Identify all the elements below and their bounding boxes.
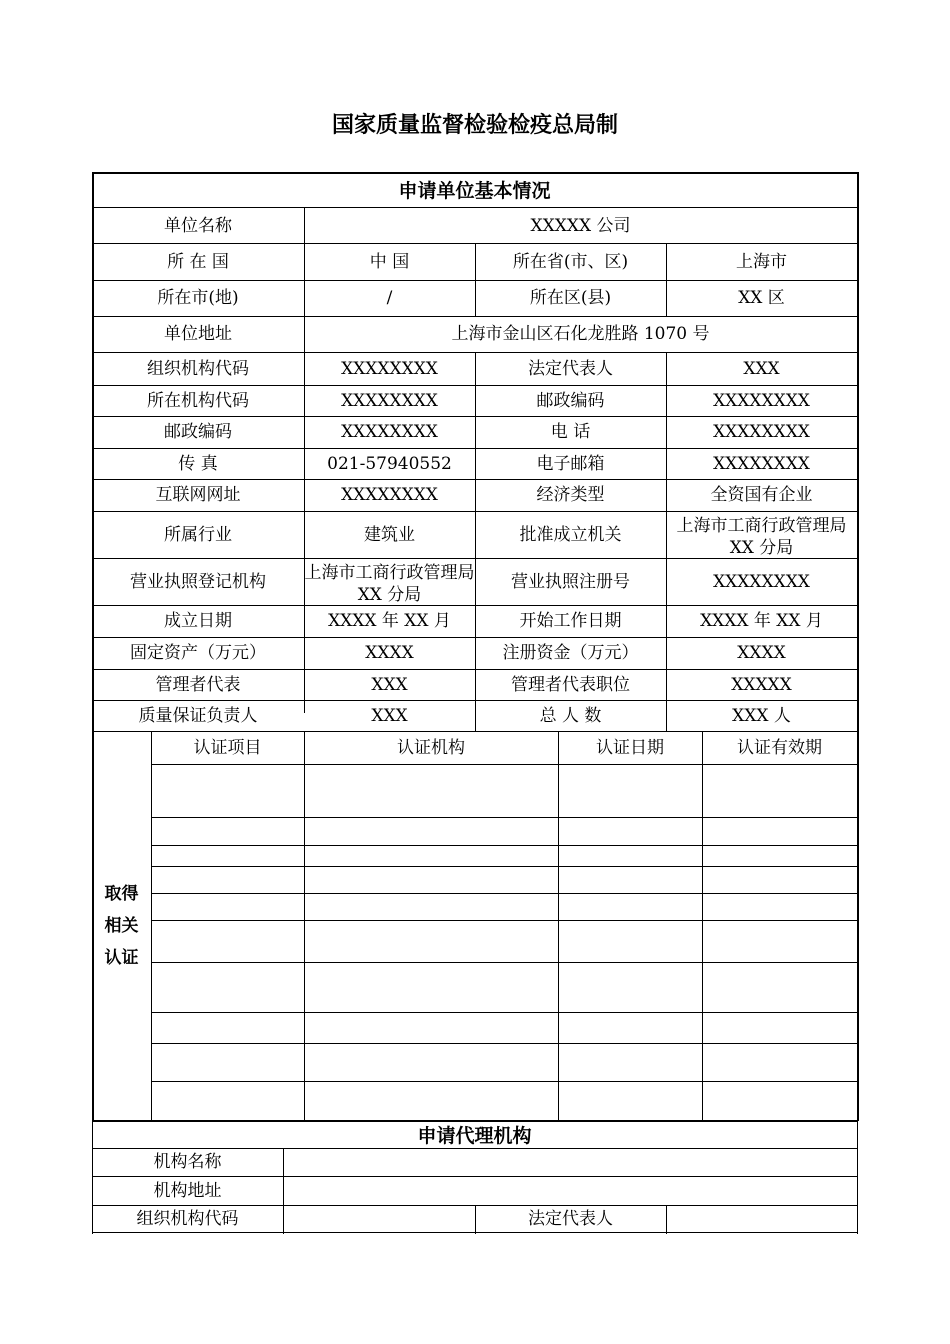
table-rule (475, 669, 476, 701)
row-label: 管理者代表职位 (511, 674, 630, 695)
table-rule (151, 731, 152, 1121)
row-label: 传 真 (178, 453, 218, 474)
table-rule (475, 448, 476, 480)
row-label: 所在机构代码 (147, 390, 249, 411)
row-label: 组织机构代码 (147, 358, 249, 379)
row-value: XXX 人 (732, 705, 791, 726)
table-rule (702, 731, 703, 1121)
row-value: XXXX (737, 643, 786, 663)
row-label: 法定代表人 (528, 358, 613, 379)
row-label: 经济类型 (536, 485, 605, 505)
table-rule (666, 448, 667, 480)
label-address: 单位地址 (164, 324, 232, 344)
label-agency-address: 机构地址 (153, 1180, 222, 1201)
label-agency-org-code: 组织机构代码 (136, 1209, 239, 1229)
section-heading-applicant: 申请单位基本情况 (398, 180, 551, 202)
table-rule (666, 385, 667, 417)
table-rule (666, 479, 667, 512)
row-value: XXXXXXXX (713, 571, 810, 592)
section-heading-agency: 申请代理机构 (417, 1125, 532, 1147)
table-rule (666, 416, 667, 449)
row-value: XXX (371, 705, 408, 726)
row-value: XXXXXXXX (341, 485, 438, 505)
value-country: 中 国 (369, 251, 410, 272)
cert-column-header: 认证有效期 (737, 737, 822, 758)
row-label: 开始工作日期 (519, 611, 622, 631)
row-value: 上海市工商行政管理局 XX 分局 (304, 563, 475, 605)
value-unit-name: XXXXX 公司 (530, 215, 631, 236)
table-rule (151, 866, 858, 867)
table-rule (666, 669, 667, 701)
row-value: 全资国有企业 (710, 485, 813, 505)
row-label: 电 话 (550, 422, 591, 442)
table-rule (475, 605, 476, 638)
row-value: XXXXXXXX (713, 390, 810, 411)
row-value: XXXX 年 XX 月 (328, 611, 451, 631)
document-title: 国家质量监督检验检疫总局制 (331, 113, 618, 138)
row-value: 021-57940552 (327, 453, 452, 474)
table-rule (666, 700, 667, 732)
row-value: XXXXXXXX (713, 453, 810, 474)
table-rule (92, 1232, 858, 1233)
table-rule (558, 731, 559, 1121)
cert-column-header: 认证日期 (596, 737, 664, 758)
table-rule (666, 511, 667, 559)
label-unit-name: 单位名称 (164, 215, 232, 236)
label-certifications: 取得相关认证 (104, 883, 139, 968)
row-value: 上海市工商行政管理局 XX 分局 (676, 516, 847, 558)
table-rule (283, 1148, 284, 1234)
value-province: 上海市 (736, 251, 787, 272)
row-label: 成立日期 (164, 611, 232, 631)
row-value: XXXX (365, 643, 414, 663)
row-label: 邮政编码 (164, 422, 232, 442)
row-label: 互联网网址 (155, 485, 241, 505)
table-rule (666, 637, 667, 670)
table-rule (475, 385, 476, 417)
table-rule (151, 1012, 858, 1013)
row-value: XXX (743, 358, 780, 379)
label-district: 所在区(县) (529, 288, 612, 308)
table-rule (151, 920, 858, 921)
table-rule (151, 962, 858, 963)
row-value: XXXXXXXX (713, 422, 810, 442)
table-rule (151, 893, 858, 894)
label-country: 所 在 国 (167, 251, 229, 272)
row-label: 管理者代表 (155, 674, 241, 695)
value-address: 上海市金山区石化龙胜路 1070 号 (451, 324, 710, 344)
table-rule (475, 700, 476, 732)
row-label: 营业执照注册号 (511, 571, 630, 592)
table-rule (151, 845, 858, 846)
table-rule (475, 637, 476, 670)
cert-column-header: 认证项目 (193, 737, 262, 758)
row-label: 邮政编码 (536, 390, 605, 411)
label-agency-legal-rep: 法定代表人 (528, 1209, 613, 1229)
row-label: 总 人 数 (539, 705, 602, 726)
table-rule (475, 558, 476, 606)
row-label: 批准成立机关 (519, 524, 622, 545)
value-district: XX 区 (738, 288, 785, 308)
row-label: 所属行业 (164, 524, 232, 545)
row-value: XXXXXXXX (341, 422, 438, 442)
row-value: XXX (371, 674, 408, 695)
table-rule (857, 1120, 858, 1234)
row-label: 固定资产（万元） (130, 643, 266, 663)
table-rule (151, 1043, 858, 1044)
table-rule (666, 605, 667, 638)
row-label: 质量保证负责人 (138, 705, 258, 726)
table-rule (666, 352, 667, 386)
table-rule (151, 817, 858, 818)
row-value: 建筑业 (364, 524, 415, 545)
row-value: XXXXXXXX (341, 390, 438, 411)
table-rule (475, 416, 476, 449)
label-agency-name: 机构名称 (153, 1152, 222, 1172)
row-label: 营业执照登记机构 (130, 571, 266, 592)
table-rule (666, 558, 667, 606)
table-rule (151, 1081, 858, 1082)
table-rule (475, 511, 476, 559)
label-city: 所在市(地) (157, 288, 239, 308)
row-value: XXXX 年 XX 月 (700, 611, 823, 631)
row-label: 电子邮箱 (536, 453, 605, 474)
cert-column-header: 认证机构 (397, 737, 465, 758)
table-rule (151, 764, 858, 765)
table-rule (475, 479, 476, 512)
label-province: 所在省(市、区) (512, 251, 629, 272)
row-value: XXXXX (731, 674, 792, 695)
row-value: XXXXXXXX (341, 358, 438, 379)
table-rule (475, 352, 476, 386)
table-rule (304, 731, 305, 1121)
table-rule (666, 1205, 667, 1234)
table-rule (857, 172, 859, 1121)
row-label: 注册资金（万元） (502, 643, 639, 663)
value-city: / (386, 288, 393, 308)
